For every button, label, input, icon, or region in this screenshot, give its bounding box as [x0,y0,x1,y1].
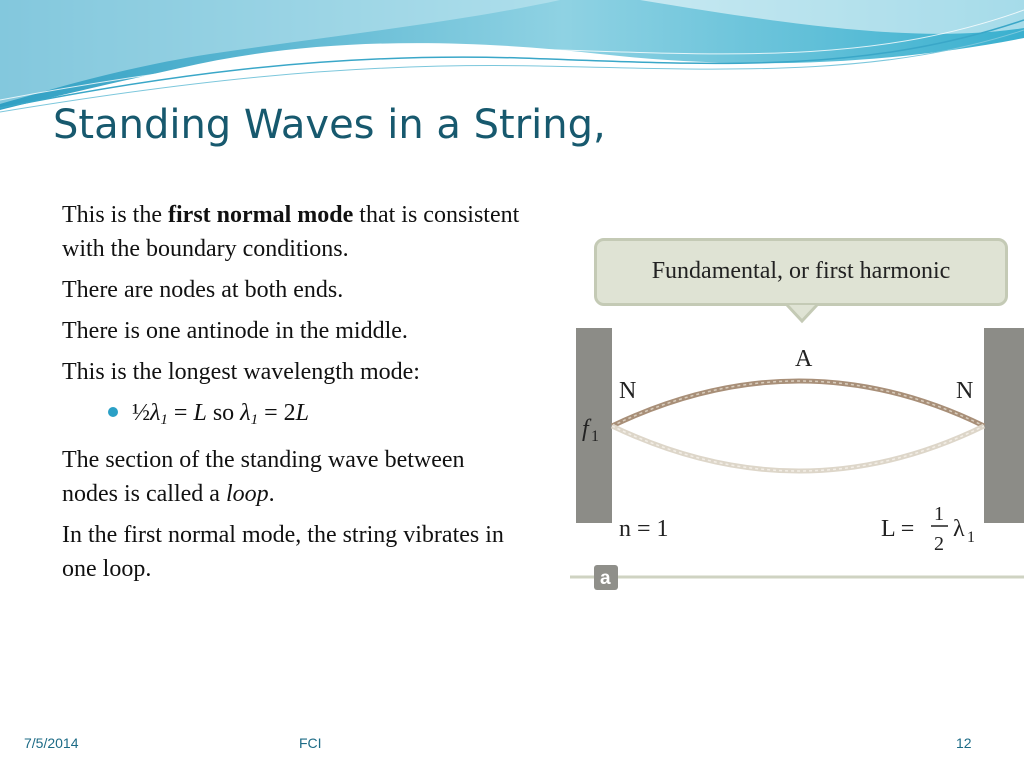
paragraph-longest-wavelength: This is the longest wavelength mode: [62,359,420,385]
length-lambda: λ [953,516,965,542]
panel-tag: a [600,568,611,589]
bullet-wavelength-equation: $\frac{1}{2}\lambda_1 = L$ so $\lambda_1 = 2L$ [132,396,522,437]
paragraph-antinode: There is one antinode in the middle. [62,318,408,344]
antinode-label: A [795,346,813,372]
frequency-label: f [582,416,589,442]
standing-wave-figure [570,232,1024,594]
loop-italic: loop [225,481,269,507]
length-label: L = [881,516,915,542]
fraction-numerator: 1 [934,503,944,525]
right-wall [984,328,1024,523]
paragraph-one-loop: In the first normal mode, the string vibrates in one loop. [62,522,504,582]
body-text [62,198,522,593]
mode-number-label: n = 1 [619,516,669,542]
length-lambda-subscript: 1 [967,529,975,546]
paragraph-nodes: There are nodes at both ends. [62,277,344,303]
paragraph-first-mode: This is the first normal mode that is consistent with the boundary conditions. [62,202,520,262]
first-normal-mode-bold: first normal mode [168,202,354,228]
right-node-label: N [956,378,974,404]
bullet-dot-icon [108,407,118,417]
footer-page-number: 12 [956,735,972,751]
footer-date: 7/5/2014 [24,735,79,751]
standing-wave-diagram [570,232,1024,594]
left-node-label: N [619,378,637,404]
fraction-denominator: 2 [934,533,944,555]
slide-title: Standing Waves in a String, [53,102,606,148]
figure-caption: Fundamental, or first harmonic [594,238,1008,306]
frequency-subscript: 1 [591,428,599,445]
footer-center-text: FCI [299,735,322,751]
paragraph-loop: The section of the standing wave between nodes is called a loop. [62,447,465,507]
